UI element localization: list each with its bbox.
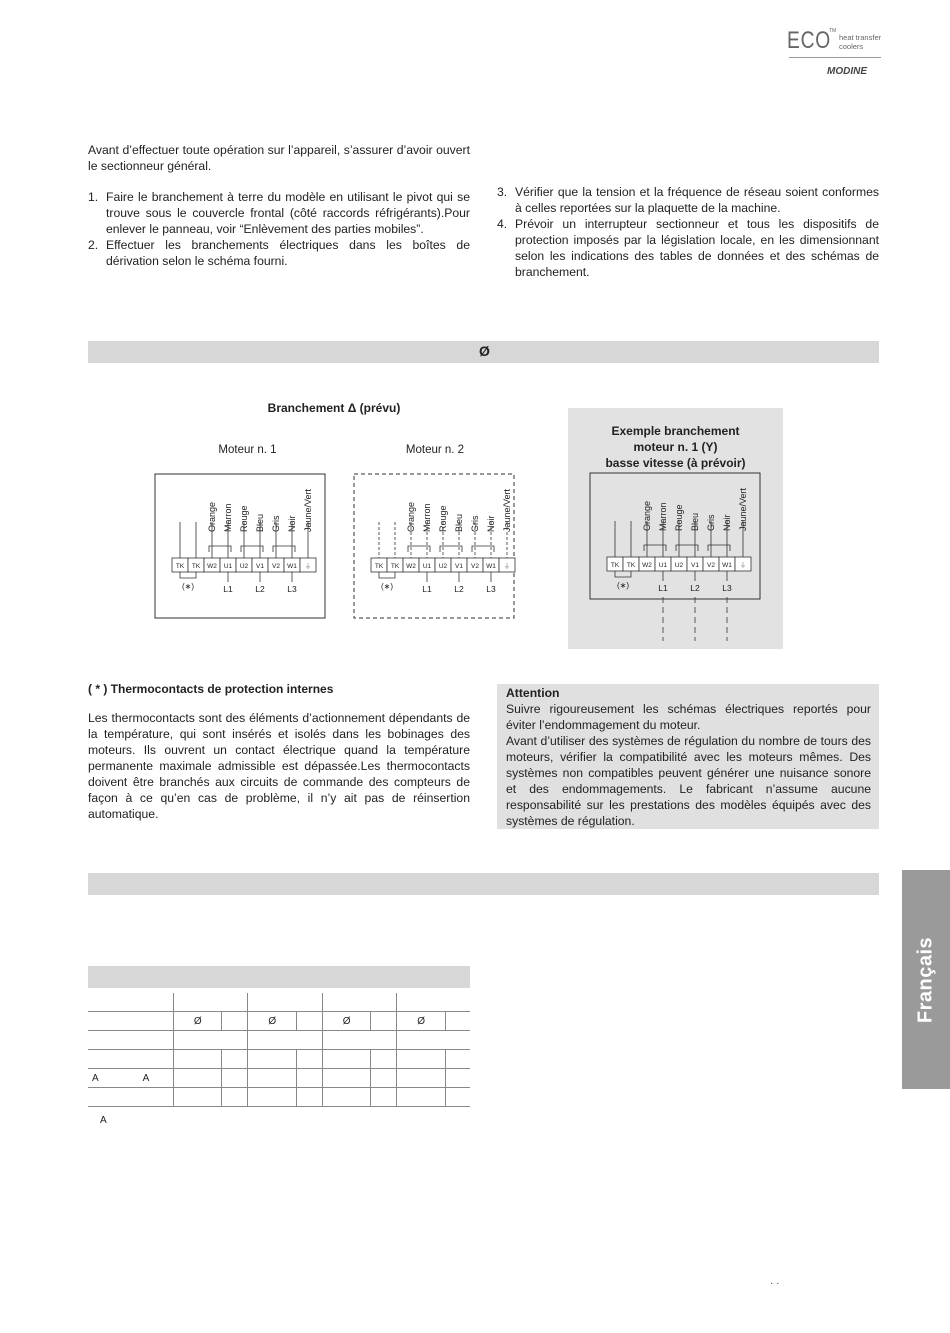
diameter-symbol: Ø [417,1015,426,1027]
tk-bracket [379,572,395,578]
wire-color-label: Jaune/Vert [502,488,512,532]
attention-title: Attention [506,686,560,700]
terminal-label: TK [191,563,201,570]
tk-bracket [180,572,196,578]
footer-marks: · · [770,1278,780,1289]
diameter-symbol: Ø [342,1015,351,1027]
line-label: L1 [223,584,233,594]
terminal-label: W2 [642,562,652,569]
wire-color-label: Bleu [255,513,265,532]
terminal-label: V2 [471,563,479,570]
section-symbol: Ø [479,343,490,359]
terminal-label: W1 [287,563,297,570]
terminal-label: W2 [406,563,416,570]
table-row [88,1088,470,1107]
diameter-symbol: Ø [268,1015,277,1027]
logo-text: ECO [787,27,832,54]
data-table [88,993,470,1107]
terminal-label: ⏚ [503,563,511,570]
motor-1-diagram [155,474,325,618]
motor-1-label: Moteur n. 1 [218,444,277,456]
terminal-label: TK [374,563,384,570]
motor-2-label: Moteur n. 2 [405,444,465,456]
diameter-symbol: Ø [193,1015,202,1027]
section-bar-data [88,873,879,895]
attention-box [497,684,879,829]
list-text: Vérifier que la tension et la fréquence de réseau soient conformes à celles reportées sur la plaquette de la machine. [515,185,879,215]
terminal-label: U1 [658,562,668,569]
example-title-line: Exemple branchement [611,424,740,438]
wire-color-label: Rouge [674,504,684,531]
wire-color-label: Orange [406,501,416,532]
tk-bracket [615,571,631,577]
motor-box [155,474,325,618]
logo-sub-1: heat transfer [839,33,882,42]
terminal-label: U2 [674,562,684,569]
terminal-label: TK [390,563,400,570]
terminal-label: TK [175,563,185,570]
wire-color-label: Marron [658,502,668,531]
list-text: Faire le branchement à terre du modèle en utilisant le pivot qui se trouve sous le couvercle frontal (côté raccords réfrigérants).Pour enlever le panneau, voir “Enlèvement des parties mobiles”. [106,190,470,236]
terminal-label: V1 [691,562,699,569]
attention-para-1: Suivre rigoureusement les schémas électriques reportés pour éviter l’endommagement du moteur. [506,702,871,732]
wire-color-label: Gris [271,515,281,532]
list-number: 4. [497,217,508,231]
wire-color-label: Marron [422,503,432,532]
line-label: L1 [422,584,432,594]
logo-tm: TM [829,28,837,34]
thermo-paragraph: Les thermocontacts sont des éléments d’actionnement dépendants de la température, qui sont insérés et isolés dans les bobinages des moteurs. Ils ouvrent un contact électrique quand la température permanente maximale admissible est dépassée.Les thermocontacts doivent être branchés aux circuits de commande des compteurs de façon à ce qu’en cas de problème, il n’y ait pas de réinsertion automatique. [88,711,470,821]
table-row [88,1069,470,1088]
terminal-label: TK [626,562,636,569]
wire-color-label: Jaune/Vert [303,488,313,532]
terminal-label: V2 [707,562,715,569]
list-text: Effectuer les branchements électriques dans les boîtes de dérivation selon le schéma fourni. [106,238,470,268]
language-tab [902,870,950,1089]
terminal-label: TK [610,562,620,569]
table-row [88,1050,470,1069]
line-label: L2 [454,584,464,594]
logo-sub-2: coolers [839,42,864,51]
terminal-label: W2 [207,563,217,570]
thermo-note: (∗) [616,581,630,590]
terminal-label: U1 [223,563,233,570]
terminal-label: U1 [422,563,432,570]
thermo-title: ( * ) Thermocontacts de protection internes [88,682,334,696]
terminal-label: U2 [239,563,249,570]
list-text: Prévoir un interrupteur sectionneur et tous les dispositifs de protection imposés par la législation locale, en les dimensionnant selon les indications des tables de données et des schémas de branchement. [515,217,879,279]
table-note: A [100,1115,107,1126]
terminal-label: W1 [722,562,732,569]
terminal-label: U2 [438,563,448,570]
unit-a: A [142,1072,150,1084]
modine-brand: MODINE [827,66,867,77]
wire-color-label: Rouge [239,505,249,532]
wire-color-label: Orange [642,500,652,531]
table-row [88,1012,470,1031]
motor-2-diagram [354,474,515,618]
thermo-note: (∗) [380,582,394,591]
example-title-line: basse vitesse (à prévoir) [605,456,746,470]
table-header-bar [88,966,470,988]
diagram-title: Branchement Δ (prévu) [267,401,401,415]
attention-para-2: Avant d’utiliser des systèmes de régulation du nombre de tours des moteurs, vérifier la compatibilité avec les moteurs mêmes. Des systèmes non compatibles peuvent générer une nuisance sonore et des endommagements. Le fabricant n’assume aucune responsabilité sur les prestations des modèles équipés avec des systèmes de régulation. [506,734,871,828]
wire-color-label: Noir [722,514,732,531]
table-row [88,993,470,1012]
wire-color-label: Marron [223,503,233,532]
line-label: L2 [255,584,265,594]
terminal-label: V1 [256,563,264,570]
line-label: L3 [287,584,297,594]
thermo-note: (∗) [181,582,195,591]
terminal-label: V1 [455,563,463,570]
wire-color-label: Gris [706,514,716,531]
wire-color-label: Orange [207,501,217,532]
language-label: Français [914,936,937,1023]
wire-color-label: Bleu [454,513,464,532]
example-diagram [590,473,760,641]
wire-color-label: Noir [287,515,297,532]
line-label: L2 [690,583,700,593]
example-title-line: moteur n. 1 (Y) [633,440,718,454]
motor-box [590,473,760,599]
intro-paragraph: Avant d’effectuer toute opération sur l’appareil, s’assurer d’avoir ouvert le sectionneur général. [88,143,470,173]
line-label: L3 [486,584,496,594]
wire-color-label: Noir [486,515,496,532]
terminal-label: ⏚ [739,562,747,569]
line-label: L3 [722,583,732,593]
list-number: 3. [497,185,508,199]
list-number: 1. [88,190,99,204]
table-row [88,1031,470,1050]
wire-color-label: Rouge [438,505,448,532]
wire-color-label: Bleu [690,512,700,531]
wire-color-label: Gris [470,515,480,532]
line-label: L1 [658,583,668,593]
list-number: 2. [88,238,99,252]
terminal-label: W1 [486,563,496,570]
terminal-label: ⏚ [304,563,312,570]
unit-a: A [92,1072,99,1084]
terminal-label: V2 [272,563,280,570]
wire-color-label: Jaune/Vert [738,487,748,531]
